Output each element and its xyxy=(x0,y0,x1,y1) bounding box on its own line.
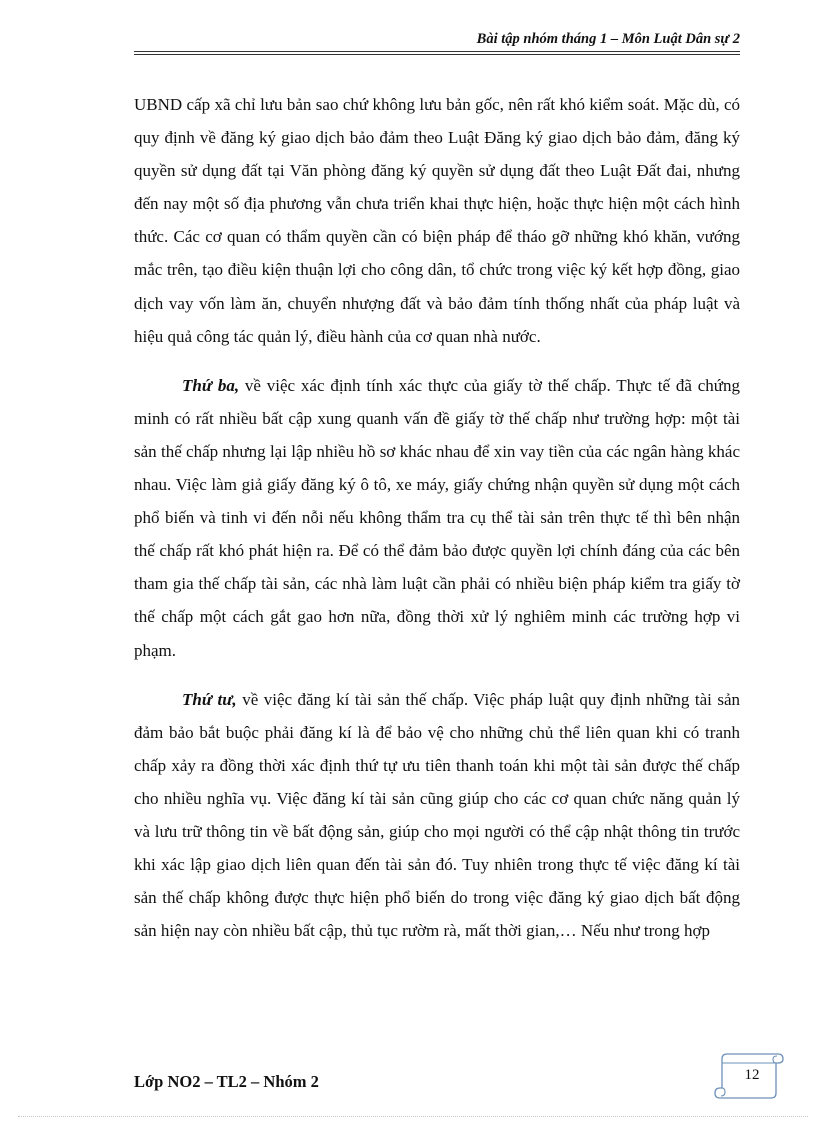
bottom-dotted-edge xyxy=(18,1116,808,1117)
running-header: Bài tập nhóm tháng 1 – Môn Luật Dân sự 2 xyxy=(476,31,740,47)
paragraph-1-text: UBND cấp xã chỉ lưu bản sao chứ không lưu bản gốc, nên rất khó kiểm soát. Mặc dù, có quy định về đăng ký giao dịch bảo đảm theo Luật Đăng ký giao dịch bảo đảm, đăng ký quyền sử dụng đất tại Văn phòng đăng ký quyền sử dụng đất theo Luật Đất đai, nhưng đến nay một số địa phương vẫn chưa triển khai thực hiện, hoặc thực hiện một cách hình thức. Các cơ quan có thẩm quyền cần có biện pháp để tháo gỡ những khó khăn, vướng mắc trên, tạo điều kiện thuận lợi cho công dân, tổ chức trong việc ký kết hợp đồng, giao dịch vay vốn làm ăn, chuyển nhượng đất và bảo đảm tính thống nhất của pháp luật và hiệu quả công tác quản lý, điều hành của cơ quan nhà nước. xyxy=(134,95,740,346)
paragraph-2-text: về việc xác định tính xác thực của giấy tờ thế chấp. Thực tế đã chứng minh có rất nhiều bất cập xung quanh vấn đề giấy tờ thế chấp như trường hợp: một tài sản thế chấp nhưng lại lập nhiều hồ sơ khác nhau để xin vay tiền của các ngân hàng khác nhau. Việc làm giả giấy đăng ký ô tô, xe máy, giấy chứng nhận quyền sử dụng một cách phổ biến và tinh vi đến nỗi nếu không thẩm tra cụ thể tài sản trên thực tế thì bên nhận thế chấp rất khó phát hiện ra. Để có thể đảm bảo được quyền lợi chính đáng của các bên tham gia thế chấp tài sản, các nhà làm luật cần phải có nhiều biện pháp kiểm tra giấy tờ thế chấp một cách gắt gao hơn nữa, đồng thời xử lý nghiêm minh các trường hợp vi phạm. xyxy=(134,375,740,660)
paragraph-3-text: về việc đăng kí tài sản thế chấp. Việc pháp luật quy định những tài sản đảm bảo bắt buộc phải đăng kí là để bảo vệ cho những chủ thể liên quan khi có tranh chấp xảy ra đồng thời xác định thứ tự ưu tiên thanh toán khi một tài sản được thế chấp cho nhiều nghĩa vụ. Việc đăng kí tài sản cũng giúp cho các cơ quan chức năng quản lý và lưu trữ thông tin về bất động sản, giúp cho mọi người có thể cập nhật thông tin trước khi xác lập giao dịch liên quan đến tài sản đó. Tuy nhiên trong thực tế việc đăng kí tài sản thế chấp không được thực hiện phổ biến do trong việc đăng ký giao dịch bất động sản hiện nay còn nhiều bất cập, thủ tục rườm rà, mất thời gian,… Nếu như trong hợp xyxy=(134,689,740,941)
header-rule-bottom xyxy=(134,54,740,55)
paragraph-1 xyxy=(134,88,740,353)
paragraph-3-lead: Thứ tư, xyxy=(182,689,237,709)
paragraph-3 xyxy=(134,683,740,948)
paragraph-2-lead: Thứ ba, xyxy=(182,375,240,395)
header-rule-top xyxy=(134,51,740,52)
footer-label: Lớp NO2 – TL2 – Nhóm 2 xyxy=(134,1072,319,1091)
paragraph-2 xyxy=(134,369,740,667)
body-text xyxy=(134,88,740,947)
page-number: 12 xyxy=(744,1067,760,1083)
